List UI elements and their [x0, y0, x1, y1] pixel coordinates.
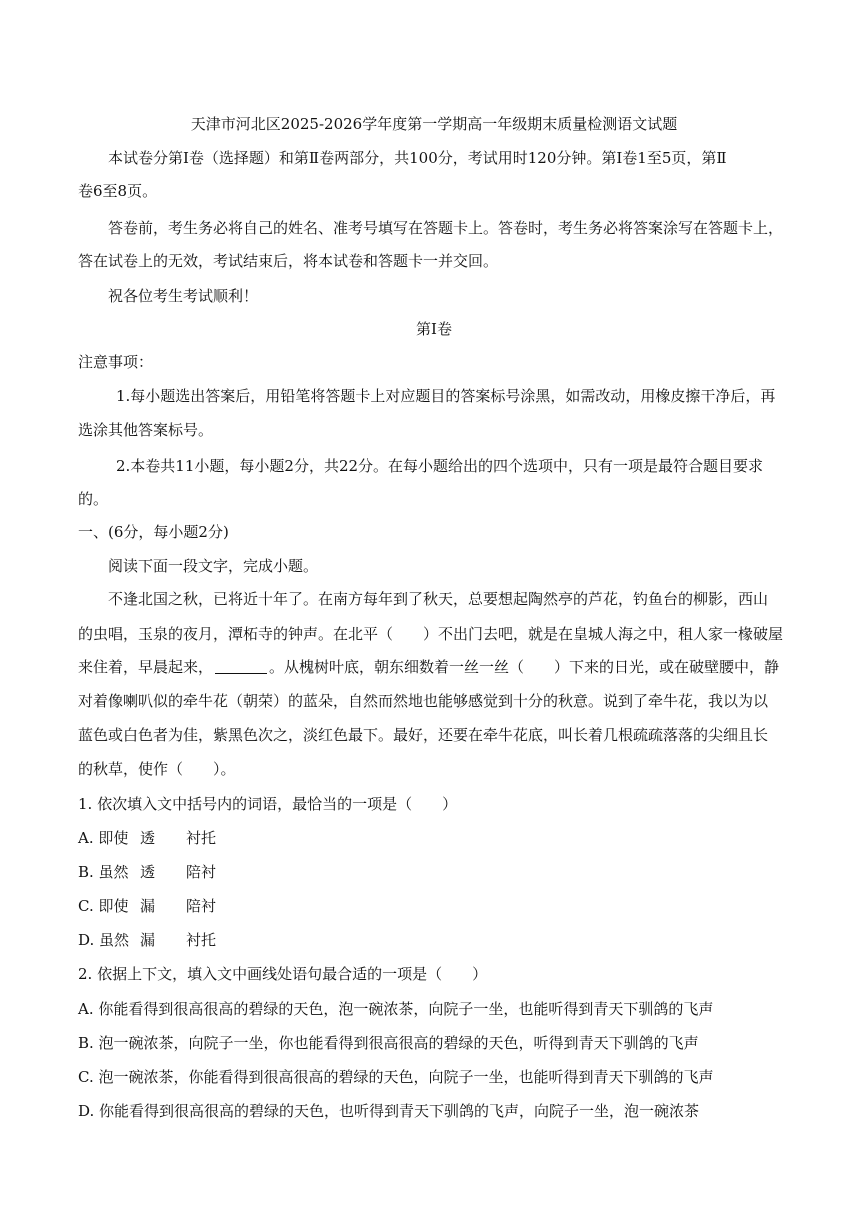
- passage-line-3-part-b: 。从槐树叶底，朝东细数着一丝一丝（ ）下来的日光，或在破壁腰中，静: [269, 658, 780, 676]
- notice-item-1-line-2: 选涂其他答案标号。: [78, 421, 214, 439]
- passage-line-3-part-a: 来住着，早晨起来，: [78, 658, 214, 676]
- passage-line-1: 不逢北国之秋，已将近十年了。在南方每年到了秋天，总要想起陶然亭的芦花，钓鱼台的柳影，西山: [108, 590, 769, 608]
- notice-item-2-line-2: 的。: [78, 490, 109, 508]
- option-d-word-1: D. 虽然: [78, 931, 130, 949]
- option-c-word-2: 漏: [140, 897, 156, 915]
- intro-paragraph-1-line-1: 本试卷分第Ⅰ卷（选择题）和第Ⅱ卷两部分，共100分，考试用时120分钟。第Ⅰ卷1至5页，第Ⅱ: [108, 149, 727, 167]
- question-2-option-d: D. 你能看得到很高很高的碧绿的天色，也听得到青天下驯鸽的飞声，向院子一坐，泡一碗浓茶: [78, 1102, 700, 1120]
- option-a-word-2: 透: [140, 829, 156, 847]
- question-1-option-d: [78, 929, 216, 951]
- passage-line-4: 对着像喇叭似的牵牛花（朝荣）的蓝朵，自然而然地也能够感觉到十分的秋意。说到了牵牛花，我以为以: [78, 692, 769, 710]
- passage-line-2: 的虫唱，玉泉的夜月，潭柘寺的钟声。在北平（ ）不出门去吧，就是在皇城人海之中，租人家一椽破屋: [78, 625, 784, 643]
- question-2-option-b: B. 泡一碗浓茶，向院子一坐，你也能看得到很高很高的碧绿的天色，听得到青天下驯鸽的飞声: [78, 1034, 699, 1052]
- question-2-option-c: C. 泡一碗浓茶，你能看得到很高很高的碧绿的天色，向院子一坐，也能听得到青天下驯鸽的飞声: [78, 1068, 714, 1086]
- intro-paragraph-1-line-2: 卷6至8页。: [78, 182, 158, 200]
- question-2-stem: 2. 依据上下文，填入文中画线处语句最合适的一项是（ ）: [78, 965, 488, 983]
- notice-item-1-line-1: 1.每小题选出答案后，用铅笔将答题卡上对应题目的答案标号涂黑，如需改动，用橡皮擦干净后，再: [116, 387, 776, 405]
- question-1-option-a: [78, 827, 216, 849]
- passage-line-5: 蓝色或白色者为佳，紫黑色次之，淡红色最下。最好，还要在牵牛花底，叫长着几根疏疏落落的尖细且长: [78, 726, 769, 744]
- passage-line-3: [78, 656, 790, 678]
- fill-blank-underline: [215, 659, 267, 674]
- passage-line-6: 的秋草，使作（ ）。: [78, 760, 236, 778]
- section1-heading: 一、(6分，每小题2分): [78, 523, 229, 541]
- intro-paragraph-3: 祝各位考生考试顺利！: [108, 287, 259, 305]
- option-b-word-1: B. 虽然: [78, 863, 129, 881]
- intro-paragraph-2-line-2: 答在试卷上的无效，考试结束后，将本试卷和答题卡一并交回。: [78, 252, 499, 270]
- question-1-option-c: [78, 895, 216, 917]
- notice-heading: 注意事项：: [78, 353, 154, 371]
- option-c-word-1: C. 即使: [78, 897, 129, 915]
- notice-item-2-line-1: 2.本卷共11小题，每小题2分，共22分。在每小题给出的四个选项中，只有一项是最符合题目要求: [116, 457, 764, 475]
- question-1-option-b: [78, 861, 216, 883]
- option-d-word-2: 漏: [140, 931, 156, 949]
- option-c-word-3: 陪衬: [186, 897, 217, 915]
- question-2-option-a: A. 你能看得到很高很高的碧绿的天色，泡一碗浓茶，向院子一坐，也能听得到青天下驯鸽的飞声: [78, 1000, 714, 1018]
- option-d-word-3: 衬托: [186, 931, 217, 949]
- option-a-word-3: 衬托: [186, 829, 217, 847]
- section1-instruction: 阅读下面一段文字，完成小题。: [108, 557, 319, 575]
- option-b-word-2: 透: [140, 863, 156, 881]
- intro-paragraph-2-line-1: 答卷前，考生务必将自己的姓名、准考号填写在答题卡上。答卷时，考生务必将答案涂写在答题卡上，: [108, 219, 784, 237]
- question-1-stem: 1. 依次填入文中括号内的词语，最恰当的一项是（ ）: [78, 795, 458, 813]
- option-b-word-3: 陪衬: [186, 863, 217, 881]
- part1-heading: 第Ⅰ卷: [416, 320, 452, 338]
- option-a-word-1: A. 即使: [78, 829, 129, 847]
- exam-title: 天津市河北区2025-2026学年度第一学期高一年级期末质量检测语文试题: [190, 115, 678, 133]
